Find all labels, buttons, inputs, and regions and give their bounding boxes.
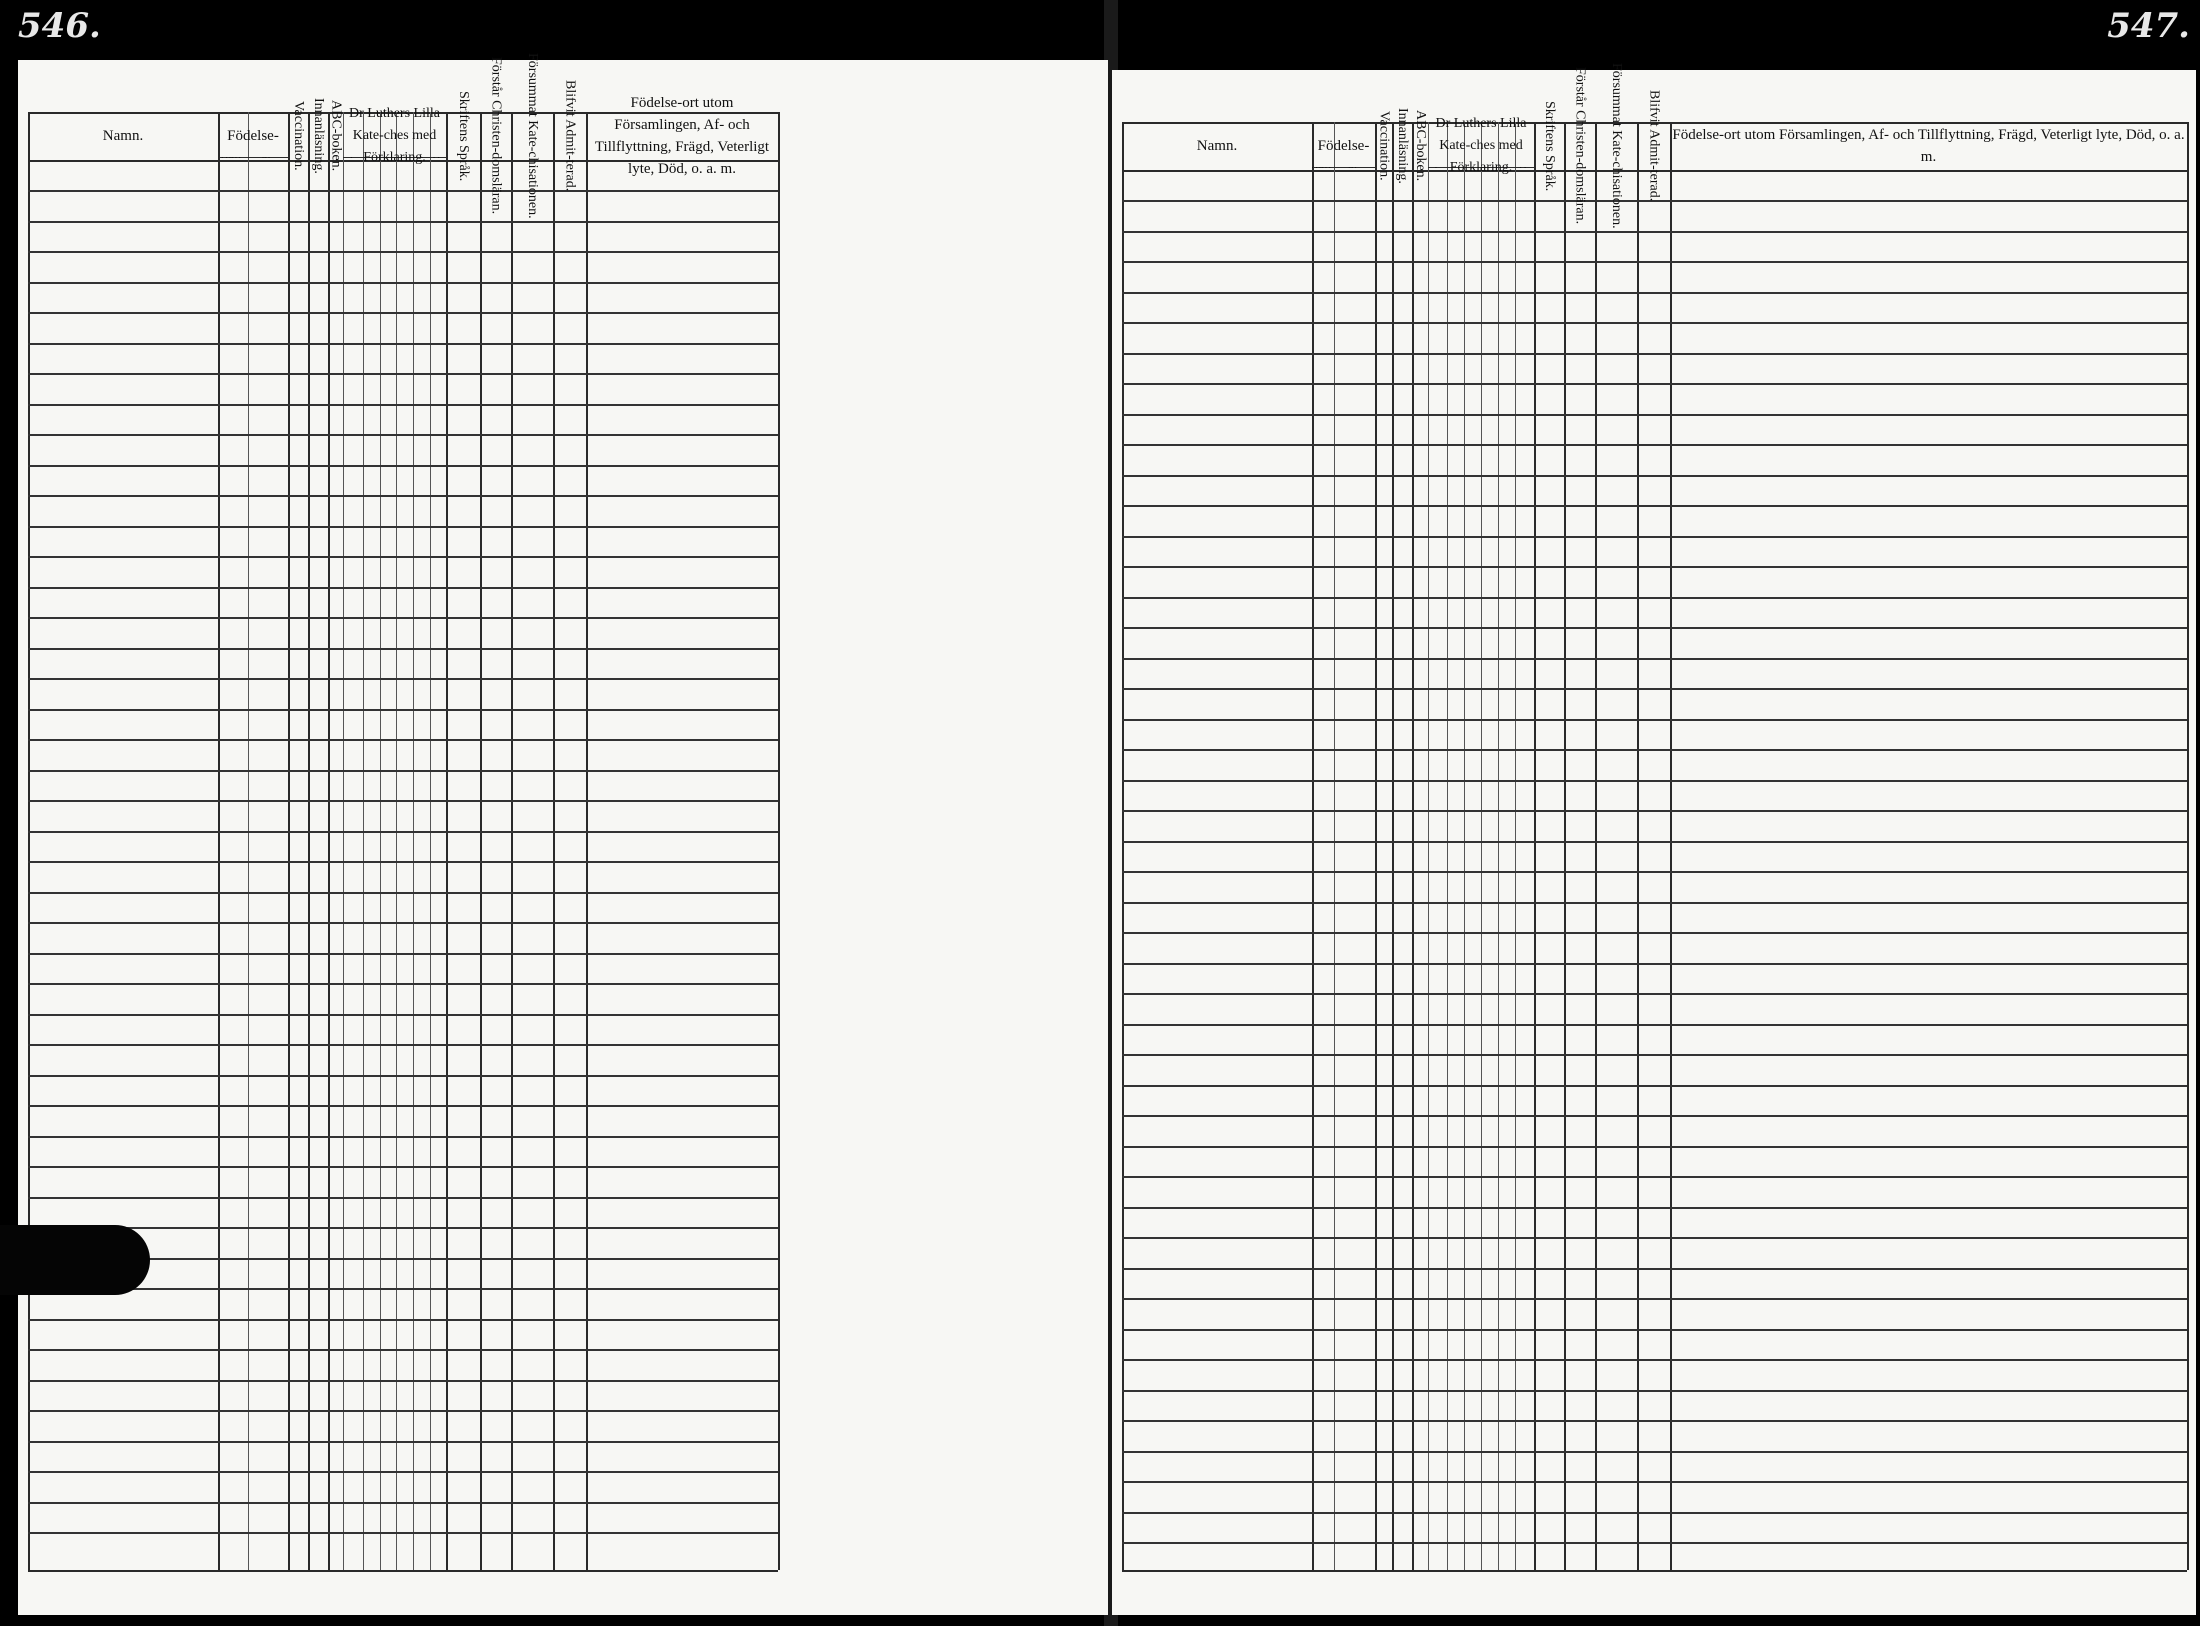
header-katekes-2 [1447, 167, 1464, 168]
header-vaccination-text: Vaccination. [291, 101, 306, 171]
table-row [28, 861, 778, 863]
column-divider [511, 112, 513, 1570]
table-row [28, 1075, 778, 1077]
header-namn-text: Namn. [102, 128, 144, 144]
table-row [1122, 719, 2187, 721]
header-skriftens-sprak [446, 90, 480, 182]
right-register-page [1112, 63, 2196, 1615]
table-row [1122, 536, 2187, 538]
table-row [28, 617, 778, 619]
column-divider [1312, 122, 1314, 1570]
column-divider [413, 112, 414, 1570]
header-katekes-5-text [1501, 167, 1512, 168]
table-row [1122, 932, 2187, 934]
left-register-page [18, 53, 1108, 1615]
header-namn [28, 114, 218, 158]
table-row [28, 1227, 778, 1229]
table-row [28, 1105, 778, 1107]
table-row [1122, 810, 2187, 812]
column-divider [1464, 122, 1465, 1570]
header-skriftens-sprak [1534, 100, 1564, 192]
column-divider [363, 112, 364, 1570]
table-row [1122, 292, 2187, 294]
header-namn-text: Namn. [1196, 138, 1238, 154]
header-vaccination [288, 101, 308, 171]
column-divider [218, 112, 220, 1570]
header-katekes-2-text [1450, 167, 1461, 168]
header-forstar-christendom-text: Förstår Christen-domsläran. [488, 57, 504, 215]
table-row [1122, 566, 2187, 568]
header-fodelse-ort [586, 95, 778, 177]
header-abc-boken-text: ABC-boken. [328, 100, 344, 172]
header-katekes-1 [1428, 167, 1447, 168]
table-bottom-rule [1122, 1570, 2187, 1572]
table-row [1122, 963, 2187, 965]
header-forsummat-katechisation [1595, 63, 1637, 229]
header-katekes-3-text [383, 157, 394, 158]
header-katekes-1-text [1432, 167, 1443, 168]
table-row [28, 1471, 778, 1473]
column-divider [778, 112, 780, 1570]
column-divider [1498, 122, 1499, 1570]
header-dag-text [1312, 167, 1334, 168]
header-innanlasning-text: Innanläsning. [311, 98, 326, 174]
table-row [1122, 658, 2187, 660]
table-row [28, 1319, 778, 1321]
column-divider [1515, 122, 1516, 1570]
table-row [1122, 475, 2187, 477]
header-dag [218, 157, 248, 158]
column-divider [1534, 122, 1536, 1570]
header-abc-boken-text: ABC-boken. [1413, 110, 1428, 182]
header-ar-text [261, 157, 275, 158]
header-katekes-5 [1498, 167, 1515, 168]
table-row [1122, 597, 2187, 599]
table-row [28, 1380, 778, 1382]
table-row [1122, 1085, 2187, 1087]
table-row [1122, 993, 2187, 995]
table-row [1122, 871, 2187, 873]
header-skriftens-sprak-text: Skriftens Språk. [1542, 100, 1557, 192]
header-katekes-4 [396, 157, 413, 158]
table-row [1122, 841, 2187, 843]
column-divider [446, 112, 448, 1570]
header-ar [248, 157, 288, 158]
table-row [1122, 261, 2187, 263]
header-katekes-1-text [348, 157, 359, 158]
table-row [1122, 1268, 2187, 1270]
header-innanlasning [308, 98, 328, 174]
header-luther-katekes [343, 105, 446, 165]
table-row [1122, 1420, 2187, 1422]
table-row [1122, 1207, 2187, 1209]
header-katekes-4-text [399, 157, 410, 158]
table-row [28, 373, 778, 375]
header-dag [1312, 167, 1334, 168]
table-row [28, 1197, 778, 1199]
table-row [28, 312, 778, 314]
table-row [28, 556, 778, 558]
header-fodelse-text: Födelse- [227, 127, 279, 144]
table-row [1122, 1481, 2187, 1483]
right-page-number: 547. [2107, 6, 2190, 46]
table-row [1122, 1054, 2187, 1056]
header-vaccination [1375, 111, 1392, 181]
column-divider [1670, 122, 1672, 1570]
table-row [1122, 749, 2187, 751]
column-divider [430, 112, 431, 1570]
table-row [28, 1136, 778, 1138]
table-row [28, 190, 778, 192]
table-row [28, 465, 778, 467]
header-ar-text [1348, 167, 1362, 168]
table-row [28, 343, 778, 345]
header-ar [1334, 167, 1375, 168]
table-row [1122, 902, 2187, 904]
table-row [1122, 444, 2187, 446]
table-row [1122, 1176, 2187, 1178]
column-divider [553, 112, 555, 1570]
column-divider [1595, 122, 1597, 1570]
table-row [1122, 1390, 2187, 1392]
header-katekes-6 [1515, 167, 1534, 168]
header-katekes-1 [343, 157, 363, 158]
table-row [28, 739, 778, 741]
header-fodelse-ort [1670, 124, 2187, 168]
table-row [28, 495, 778, 497]
column-divider [586, 112, 588, 1570]
header-dag-text [221, 157, 245, 158]
column-divider [396, 112, 397, 1570]
column-divider [1428, 122, 1429, 1570]
table-row [1122, 353, 2187, 355]
table-row [1122, 1024, 2187, 1026]
column-divider [1392, 122, 1394, 1570]
table-row [1122, 383, 2187, 385]
table-row [28, 282, 778, 284]
table-row [28, 648, 778, 650]
table-row [1122, 1451, 2187, 1453]
table-row [28, 953, 778, 955]
table-row [1122, 627, 2187, 629]
header-katekes-6-text [433, 157, 444, 158]
header-katekes-3 [380, 157, 396, 158]
table-row [1122, 1146, 2187, 1148]
header-forstar-christendom-text: Förstår Christen-domsläran. [1572, 67, 1588, 225]
table-row [1122, 1512, 2187, 1514]
header-katekes-3-text [1467, 167, 1478, 168]
header-fodelse-ort-text: Födelse-ort utom Församlingen, Af- och Tillflyttning, Frägd, Veterligt lyte, Död, o. a. m. [1672, 127, 2185, 165]
column-divider [248, 112, 249, 1570]
column-divider [288, 112, 290, 1570]
header-katekes-5 [413, 157, 430, 158]
column-divider [1637, 122, 1639, 1570]
table-row [1122, 505, 2187, 507]
header-katekes-2-text [366, 157, 377, 158]
table-row [28, 404, 778, 406]
header-fodelse-text: Födelse- [1317, 137, 1370, 154]
table-row [1122, 1237, 2187, 1239]
table-row [28, 1502, 778, 1504]
header-katekes-4-text [1484, 167, 1495, 168]
column-divider [1122, 122, 1124, 1570]
header-abc-boken [1412, 110, 1428, 182]
column-divider [480, 112, 482, 1570]
table-row [28, 587, 778, 589]
table-row [1122, 414, 2187, 416]
table-row [1122, 1115, 2187, 1117]
header-fodelse [1312, 124, 1375, 167]
column-divider [2187, 122, 2189, 1570]
column-divider [28, 112, 30, 1570]
header-innanlasning-text: Innanläsning. [1395, 108, 1410, 184]
table-row [28, 1532, 778, 1534]
header-katekes-3 [1464, 167, 1481, 168]
header-luther-katekes [1428, 115, 1534, 175]
header-katekes-4 [1481, 167, 1498, 168]
table-row [28, 983, 778, 985]
table-row [1122, 1329, 2187, 1331]
table-row [28, 221, 778, 223]
thumb-shadow [0, 1225, 150, 1295]
table-row [28, 770, 778, 772]
header-abc-boken [328, 100, 344, 172]
column-divider [1412, 122, 1414, 1570]
header-luther-katekes-text: Dr Luthers Lilla Kate-ches med Förklaring. [349, 105, 440, 165]
header-luther-katekes-text: Dr Luthers Lilla Kate-ches med Förklaring. [1435, 115, 1527, 175]
table-row [28, 251, 778, 253]
table-row [28, 434, 778, 436]
header-blifvit-admitterad-text: Blifvit Admit-terad. [562, 80, 578, 192]
header-katekes-5-text [416, 157, 427, 158]
column-divider [1375, 122, 1377, 1570]
table-row [28, 709, 778, 711]
left-page-number: 546. [18, 6, 101, 46]
header-namn [1122, 124, 1312, 168]
table-row [28, 831, 778, 833]
table-row [1122, 780, 2187, 782]
table-row [28, 1014, 778, 1016]
column-divider [308, 112, 310, 1570]
table-row [28, 1410, 778, 1412]
header-forsummat-katechisation [511, 53, 553, 219]
header-blifvit-admitterad-text: Blifvit Admit-terad. [1646, 90, 1662, 202]
table-row [1122, 1542, 2187, 1544]
table-row [1122, 1298, 2187, 1300]
table-row [28, 800, 778, 802]
column-divider [1334, 122, 1335, 1570]
table-row [28, 1349, 778, 1351]
table-row [28, 526, 778, 528]
table-row [28, 1044, 778, 1046]
table-row [28, 1441, 778, 1443]
header-katekes-6-text [1519, 167, 1530, 168]
header-vaccination-text: Vaccination. [1376, 111, 1392, 181]
table-row [28, 1288, 778, 1290]
table-row [1122, 231, 2187, 233]
column-divider [1564, 122, 1566, 1570]
column-divider [1447, 122, 1448, 1570]
header-blifvit-admitterad [553, 80, 586, 192]
table-row [28, 892, 778, 894]
table-row [28, 1166, 778, 1168]
header-katekes-6 [430, 157, 446, 158]
header-forstar-christendom [480, 57, 511, 215]
column-divider [328, 112, 330, 1570]
column-divider [380, 112, 381, 1570]
column-divider [1481, 122, 1482, 1570]
header-katekes-2 [363, 157, 380, 158]
header-forstar-christendom [1564, 67, 1595, 225]
header-forsummat-katechisation-text: Försummat Kate-chisationen. [525, 53, 540, 219]
header-forsummat-katechisation-text: Försummat Kate-chisationen. [1609, 63, 1624, 229]
table-row [1122, 322, 2187, 324]
table-row [1122, 688, 2187, 690]
table-bottom-rule [28, 1570, 778, 1572]
table-row [28, 678, 778, 680]
header-innanlasning [1392, 108, 1412, 184]
column-divider [343, 112, 344, 1570]
header-fodelse-ort-text: Födelse-ort utom Församlingen, Af- och Tillflyttning, Frägd, Veterligt lyte, Död, o. a. m. [594, 95, 770, 177]
header-skriftens-sprak-text: Skriftens Språk. [456, 90, 471, 182]
table-row [1122, 1359, 2187, 1361]
table-row [28, 922, 778, 924]
header-blifvit-admitterad [1637, 90, 1670, 202]
header-fodelse [218, 114, 288, 157]
